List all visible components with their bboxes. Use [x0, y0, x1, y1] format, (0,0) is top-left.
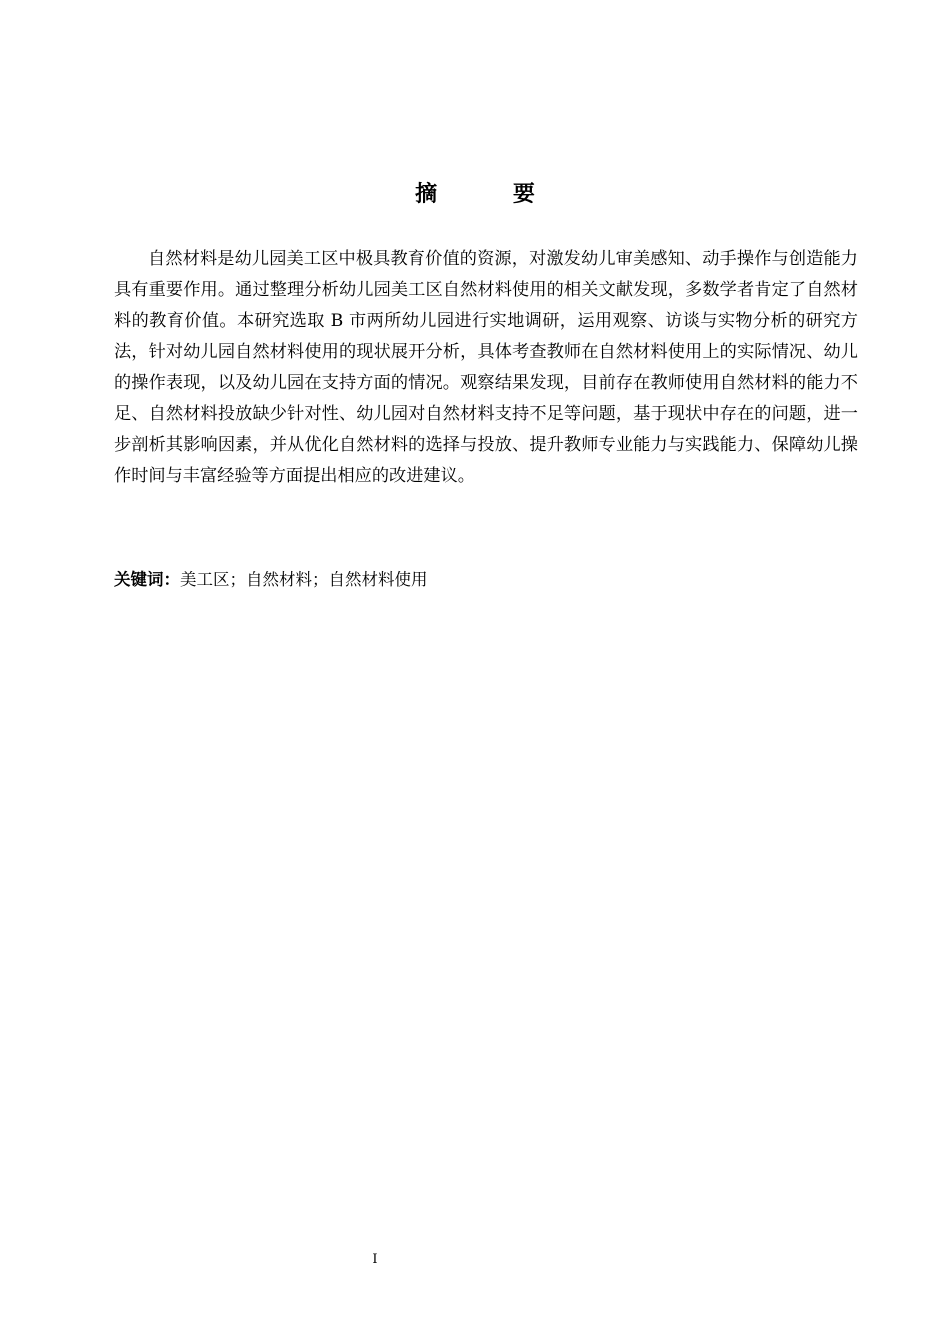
keywords-line: [114, 566, 858, 594]
keywords-label: 关键词：: [114, 570, 180, 589]
page-number: I: [372, 1252, 378, 1267]
keywords-text: 美工区；自然材料；自然材料使用: [180, 570, 428, 589]
abstract-paragraph: 自然材料是幼儿园美工区中极具教育价值的资源，对激发幼儿审美感知、动手操作与创造能力具有重要作用。通过整理分析幼儿园美工区自然材料使用的相关文献发现，多数学者肯定了自然材料的教育价值。本研究选取 B 市两所幼儿园进行实地调研，运用观察、访谈与实物分析的研究方法，针对幼儿园自然材料使用的现状展开分析，具体考查教师在自然材料使用上的实际情况、幼儿的操作表现，以及幼儿园在支持方面的情况。观察结果发现，目前存在教师使用自然材料的能力不足、自然材料投放缺少针对性、幼儿园对自然材料支持不足等问题，基于现状中存在的问题，进一步剖析其影响因素，并从优化自然材料的选择与投放、提升教师专业能力与实践能力、保障幼儿操作时间与丰富经验等方面提出相应的改进建议。: [114, 249, 858, 486]
page-title: 摘 要: [415, 182, 569, 207]
